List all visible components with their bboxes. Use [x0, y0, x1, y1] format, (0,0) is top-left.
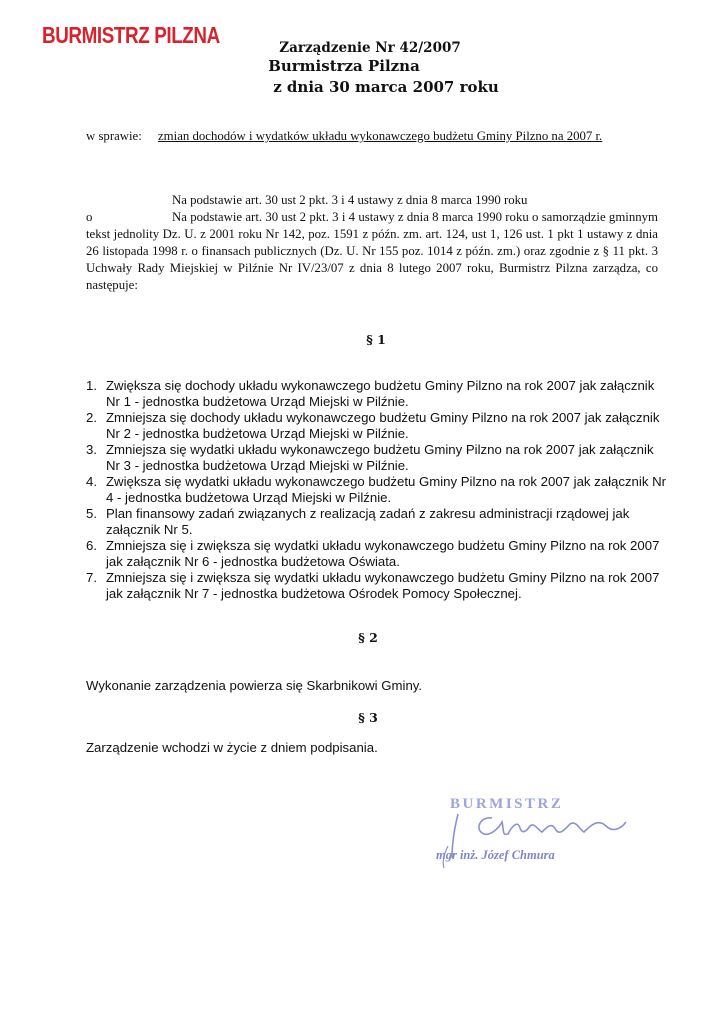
signature-stamp-title: BURMISTRZ	[450, 796, 564, 812]
section-1-heading: § 1	[366, 332, 386, 347]
document-issuer: Burmistrza Pilzna	[268, 57, 420, 75]
legal-basis-o: o	[86, 210, 93, 224]
document-number: Zarządzenie Nr 42/2007	[279, 40, 461, 56]
subject-label: w sprawie:	[86, 129, 142, 143]
points-list	[86, 378, 666, 602]
list-item: 7. Zmniejsza się i zwiększa się wydatki układu wykonawczego budżetu Gminy Pilzno na rok 2007 jak załącznik Nr 7 - jednostka budżetowa Ośrodek Pomocy Społecznej.	[86, 570, 660, 601]
legal-basis	[86, 192, 658, 294]
document-date: z dnia 30 marca 2007 roku	[273, 78, 499, 96]
handwritten-signature	[430, 796, 670, 886]
section-3-text: Zarządzenie wchodzi w życie z dniem podpisania.	[86, 740, 378, 755]
list-item: 2. Zmniejsza się dochody układu wykonawczego budżetu Gminy Pilzno na rok 2007 jak załącznik Nr 2 - jednostka budżetowa Urząd Miejski w Pilźnie.	[86, 410, 660, 441]
list-item: 1. Zwiększa się dochody układu wykonawczego budżetu Gminy Pilzno na rok 2007 jak załącznik Nr 1 - jednostka budżetowa Urząd Miejski w Pilźnie.	[86, 378, 655, 409]
list-item: 4. Zwiększa się wydatki układu wykonawczego budżetu Gminy Pilzno na rok 2007 jak załącznik Nr 4 - jednostka budżetowa Urząd Miejski w Pilźnie.	[86, 474, 666, 505]
header-stamp: BURMISTRZ PILZNA	[42, 22, 220, 48]
list-item: 5. Plan finansowy zadań związanych z realizacją zadań z zakresu administracji rządowej jak załącznik Nr 5.	[86, 506, 630, 537]
legal-basis-paragraph: o Na podstawie art. 30 ust 2 pkt. 3 i 4 ustawy z dnia 8 marca 1990 roku o samorządzie gminnym tekst jednolity Dz. U. z 2001 roku Nr 142, poz. 1591 z późn. zm. art. 124, ust 1, 126 ust. 1 pkt 1 ustawy z dnia 26 listopada 1998 r. o finansach publicznych (Dz. U. Nr 155 poz. 1014 z późn. zm.) oraz zgodnie z § 11 pkt. 3 Uchwały Rady Miejskiej w Pilźnie Nr IV/23/07 z dnia 8 lutego 2007 roku, Burmistrz Pilzna zarządza, co następuje:	[86, 210, 658, 292]
section-3-heading: § 3	[358, 710, 378, 725]
section-2-text: Wykonanie zarządzenia powierza się Skarbnikowi Gminy.	[86, 678, 423, 693]
legal-basis-first-line: Na podstawie art. 30 ust 2 pkt. 3 i 4 ustawy z dnia 8 marca 1990 roku	[172, 193, 528, 207]
list-item: 6. Zmniejsza się i zwiększa się wydatki układu wykonawczego budżetu Gminy Pilzno na rok 2007 jak załącznik Nr 6 - jednostka budżetowa Oświata.	[86, 538, 660, 569]
signature-block	[430, 796, 670, 886]
section-2-heading: § 2	[358, 630, 378, 645]
subject-text: zmian dochodów i wydatków układu wykonawczego budżetu Gminy Pilzno na 2007 r.	[158, 129, 603, 143]
list-item: 3. Zmniejsza się wydatki układu wykonawczego budżetu Gminy Pilzno na rok 2007 jak załącznik Nr 3 - jednostka budżetowa Urząd Miejski w Pilźnie.	[86, 442, 654, 473]
signature-name: mgr inż. Józef Chmura	[436, 848, 555, 862]
